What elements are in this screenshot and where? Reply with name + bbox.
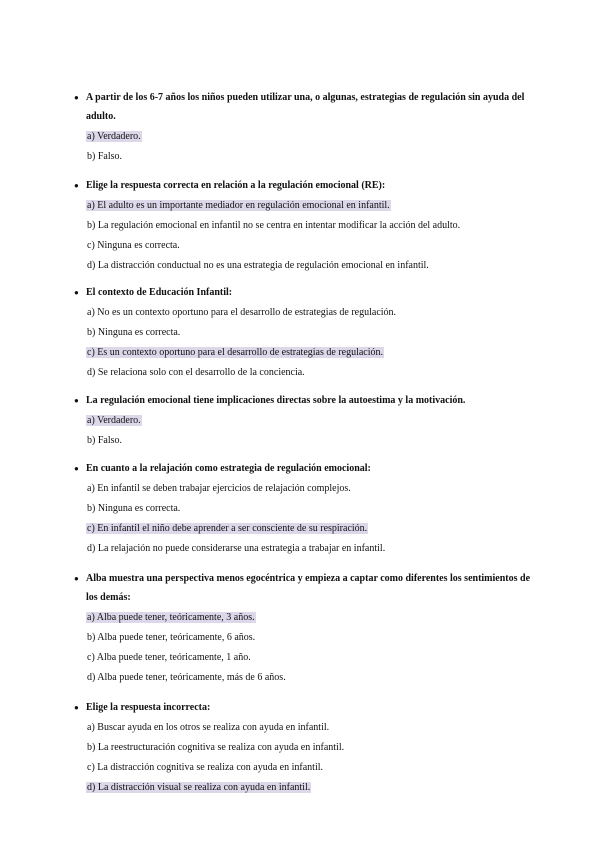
bullet-icon: ● [74,93,79,102]
bullet-icon: ● [74,574,79,583]
question-title: ● Elige la respuesta incorrecta: [74,698,534,717]
answer-option-correct: a) Verdadero. [87,131,141,142]
question-title: ● En cuanto a la relajación como estrategia de regulación emocional: [74,459,534,478]
answer-option: d) La relajación no puede considerarse una estrategia a trabajar en infantil. [87,543,386,554]
answer-option-correct: c) Es un contexto oportuno para el desarrollo de estrategias de regulación. [87,347,384,358]
question-3 [74,283,534,380]
answer-option-correct: a) El adulto es un importante mediador en regulación emocional en infantil. [87,200,390,211]
bullet-icon: ● [74,288,79,297]
question-title: ● El contexto de Educación Infantil: [74,283,534,302]
answer-option: a) Buscar ayuda en los otros se realiza con ayuda en infantil. [87,722,330,733]
question-6 [74,569,534,685]
answer-option: b) Falso. [87,151,122,162]
answer-option-correct: a) Alba puede tener, teóricamente, 3 años. [87,612,255,623]
answer-option: b) Ninguna es correcta. [87,503,181,514]
question-1 [74,88,534,164]
answer-option: b) La regulación emocional en infantil no se centra en intentar modificar la acción del adulto. [87,220,461,231]
answer-option-correct: c) En infantil el niño debe aprender a ser consciente de su respiración. [87,523,368,534]
answer-option: c) Ninguna es correcta. [87,240,180,251]
answer-option: b) Falso. [87,435,122,446]
answer-option: d) Se relaciona solo con el desarrollo de la conciencia. [87,367,305,378]
question-title: ● Elige la respuesta correcta en relación a la regulación emocional (RE): [74,176,534,195]
question-title: ● La regulación emocional tiene implicaciones directas sobre la autoestima y la motivación. [74,391,534,410]
answer-option: d) Alba puede tener, teóricamente, más de 6 años. [87,672,286,683]
answer-option: b) Ninguna es correcta. [87,327,181,338]
answer-option: a) En infantil se deben trabajar ejercicios de relajación complejos. [87,483,351,494]
answer-option-correct: d) La distracción visual se realiza con ayuda en infantil. [87,782,311,793]
answer-option-correct: a) Verdadero. [87,415,141,426]
question-4 [74,391,534,448]
answer-option: b) La reestructuración cognitiva se realiza con ayuda en infantil. [87,742,345,753]
answer-option: d) La distracción conductual no es una estrategia de regulación emocional en infantil. [87,260,429,271]
answer-option: a) No es un contexto oportuno para el desarrollo de estrategias de regulación. [87,307,397,318]
question-7 [74,698,534,795]
bullet-icon: ● [74,181,79,190]
bullet-icon: ● [74,703,79,712]
answer-option: c) La distracción cognitiva se realiza con ayuda en infantil. [87,762,324,773]
question-2 [74,176,534,273]
bullet-icon: ● [74,396,79,405]
answer-option: b) Alba puede tener, teóricamente, 6 años. [87,632,256,643]
question-title: ● A partir de los 6-7 años los niños pueden utilizar una, o algunas, estrategias de regulación sin ayuda del adulto. [74,88,534,126]
question-title: ● Alba muestra una perspectiva menos egocéntrica y empieza a captar como diferentes los sentimientos de los demás: [74,569,534,607]
question-5 [74,459,534,556]
bullet-icon: ● [74,464,79,473]
answer-option: c) Alba puede tener, teóricamente, 1 año. [87,652,251,663]
